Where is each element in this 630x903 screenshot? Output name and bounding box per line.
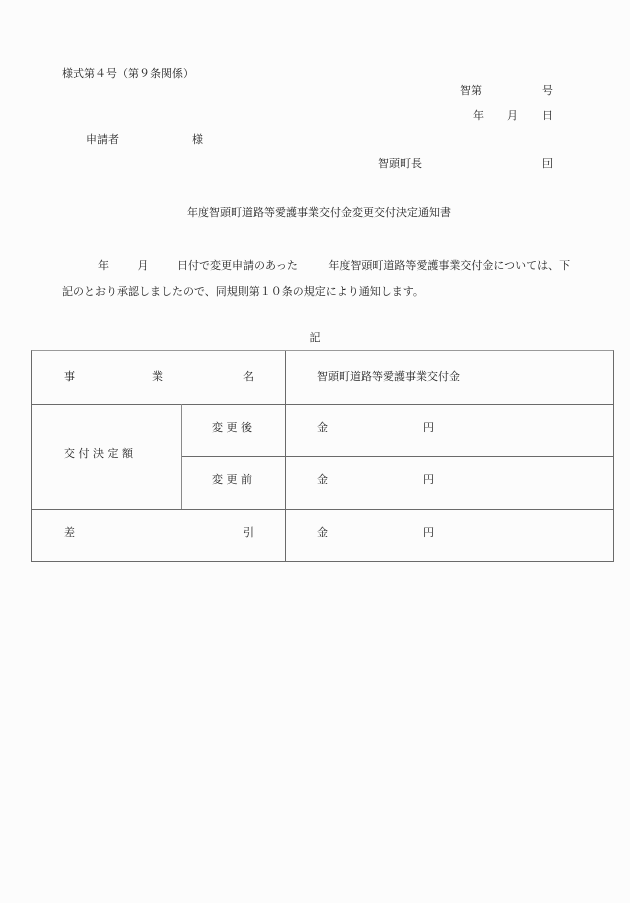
body-text-b: 年度智頭町道路等愛護事業交付金については、下 bbox=[328, 259, 571, 272]
seal-mark: 囙 bbox=[542, 157, 553, 170]
grant-table bbox=[31, 350, 614, 562]
applicant-label: 申請者 bbox=[86, 133, 119, 146]
difference-label-1: 差 bbox=[64, 526, 75, 539]
document-title bbox=[0, 206, 630, 220]
difference-label-2: 引 bbox=[243, 526, 254, 539]
row-divider bbox=[32, 404, 613, 405]
before-change-amount-suffix: 円 bbox=[423, 473, 434, 486]
before-change-amount-prefix: 金 bbox=[317, 473, 328, 486]
body-month: 月 bbox=[137, 259, 149, 272]
document-number-prefix: 智第 bbox=[460, 84, 482, 97]
project-name-label-1: 事 bbox=[64, 370, 75, 383]
date-year-label: 年 bbox=[473, 109, 484, 122]
project-name-value: 智頭町道路等愛護事業交付金 bbox=[317, 370, 460, 383]
column-divider bbox=[181, 404, 182, 509]
date-day-label: 日 bbox=[542, 109, 553, 122]
applicant-honorific: 様 bbox=[192, 133, 203, 146]
row-divider bbox=[32, 509, 613, 510]
project-name-label-3: 名 bbox=[243, 370, 254, 383]
after-change-amount-suffix: 円 bbox=[423, 421, 434, 434]
date-month-label: 月 bbox=[507, 109, 518, 122]
column-divider bbox=[285, 351, 286, 561]
grant-amount-label: 交 付 決 定 額 bbox=[64, 447, 133, 460]
difference-amount-suffix: 円 bbox=[423, 526, 434, 539]
body-text-a: 日付で変更申請のあった bbox=[177, 259, 298, 272]
ki-heading: 記 bbox=[309, 331, 321, 344]
body-year: 年 bbox=[98, 259, 109, 272]
form-number: 様式第４号（第９条関係） bbox=[62, 67, 194, 80]
issuer-name: 智頭町長 bbox=[378, 157, 422, 170]
document-number-suffix: 号 bbox=[542, 84, 553, 97]
after-change-label: 変 更 後 bbox=[212, 421, 252, 434]
document-title-text: 年度智頭町道路等愛護事業交付金変更交付決定通知書 bbox=[187, 206, 451, 219]
body-paragraph-line-1 bbox=[62, 259, 570, 273]
row-divider bbox=[181, 456, 613, 457]
after-change-amount-prefix: 金 bbox=[317, 421, 328, 434]
body-paragraph-line-2: 記のとおり承認しましたので、同規則第１０条の規定により通知します。 bbox=[62, 285, 424, 298]
project-name-label-2: 業 bbox=[152, 370, 163, 383]
difference-amount-prefix: 金 bbox=[317, 526, 328, 539]
before-change-label: 変 更 前 bbox=[212, 473, 252, 486]
